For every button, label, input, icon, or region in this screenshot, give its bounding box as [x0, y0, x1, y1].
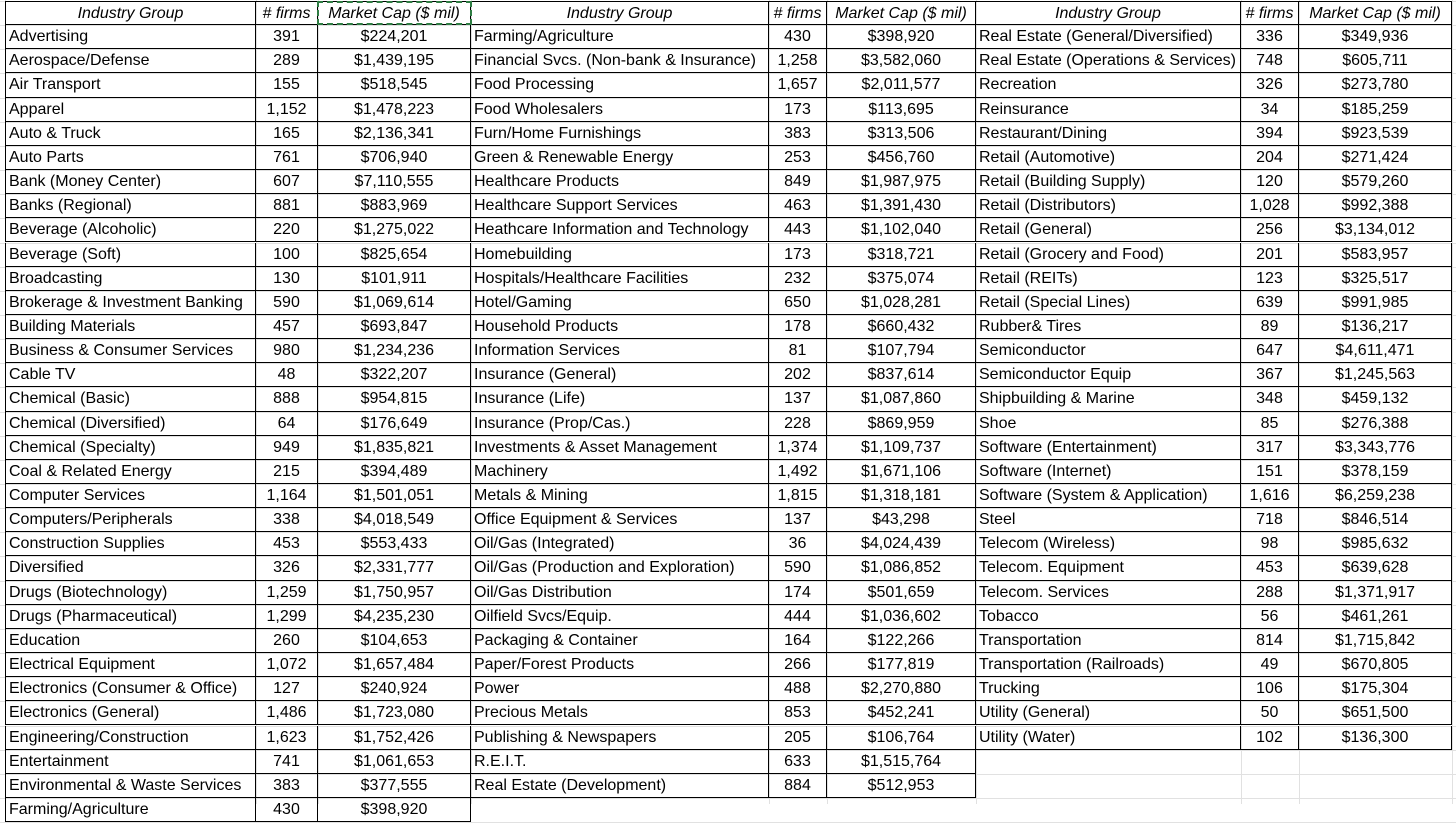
firm-count-cell[interactable]: 137 [769, 387, 827, 411]
market-cap-cell[interactable]: $185,259 [1299, 98, 1452, 122]
firm-count-cell[interactable]: 453 [256, 532, 318, 556]
firm-count-cell[interactable]: 338 [256, 508, 318, 532]
firm-count-cell[interactable]: 326 [1241, 73, 1299, 97]
industry-name-cell[interactable]: Chemical (Basic) [5, 387, 256, 411]
firm-count-cell[interactable]: 590 [769, 556, 827, 580]
firm-count-cell[interactable]: 165 [256, 122, 318, 146]
industry-name-cell[interactable]: Information Services [471, 339, 769, 363]
firm-count-cell[interactable]: 317 [1241, 436, 1299, 460]
market-cap-cell[interactable]: $2,136,341 [318, 122, 471, 146]
industry-name-cell[interactable]: Diversified [5, 556, 256, 580]
industry-name-cell[interactable]: Healthcare Support Services [471, 194, 769, 218]
market-cap-cell[interactable]: $122,266 [827, 629, 976, 653]
industry-name-cell[interactable]: Real Estate (Development) [471, 774, 769, 798]
industry-name-cell[interactable]: Insurance (General) [471, 363, 769, 387]
firm-count-cell[interactable]: 266 [769, 653, 827, 677]
industry-name-cell[interactable]: Shipbuilding & Marine [976, 387, 1241, 411]
industry-name-cell[interactable]: Healthcare Products [471, 170, 769, 194]
market-cap-cell[interactable]: $1,657,484 [318, 653, 471, 677]
market-cap-cell[interactable]: $224,201 [318, 25, 471, 49]
header-industry-group[interactable]: Industry Group [5, 1, 256, 25]
industry-name-cell[interactable]: Telecom (Wireless) [976, 532, 1241, 556]
market-cap-cell[interactable]: $883,969 [318, 194, 471, 218]
market-cap-cell[interactable]: $377,555 [318, 774, 471, 798]
firm-count-cell[interactable]: 1,616 [1241, 484, 1299, 508]
market-cap-cell[interactable]: $101,911 [318, 267, 471, 291]
firm-count-cell[interactable]: 367 [1241, 363, 1299, 387]
firm-count-cell[interactable]: 173 [769, 243, 827, 267]
firm-count-cell[interactable]: 100 [256, 243, 318, 267]
industry-name-cell[interactable]: Environmental & Waste Services [5, 774, 256, 798]
industry-name-cell[interactable]: Semiconductor [976, 339, 1241, 363]
industry-name-cell[interactable]: Precious Metals [471, 701, 769, 725]
firm-count-cell[interactable]: 1,028 [1241, 194, 1299, 218]
firm-count-cell[interactable]: 336 [1241, 25, 1299, 49]
industry-name-cell[interactable]: Retail (REITs) [976, 267, 1241, 291]
firm-count-cell[interactable]: 849 [769, 170, 827, 194]
firm-count-cell[interactable]: 202 [769, 363, 827, 387]
firm-count-cell[interactable]: 49 [1241, 653, 1299, 677]
gridline [1452, 0, 1453, 804]
industry-name-cell[interactable]: Computer Services [5, 484, 256, 508]
firm-count-cell[interactable]: 48 [256, 363, 318, 387]
firm-count-cell[interactable]: 650 [769, 291, 827, 315]
firm-count-cell[interactable]: 260 [256, 629, 318, 653]
industry-name-cell[interactable]: Computers/Peripherals [5, 508, 256, 532]
market-cap-cell[interactable]: $175,304 [1299, 677, 1452, 701]
market-cap-cell[interactable]: $176,649 [318, 412, 471, 436]
firm-count-cell[interactable]: 1,486 [256, 701, 318, 725]
firm-count-cell[interactable]: 174 [769, 581, 827, 605]
firm-count-cell[interactable]: 1,299 [256, 605, 318, 629]
firm-count-cell[interactable]: 164 [769, 629, 827, 653]
firm-count-cell[interactable]: 383 [769, 122, 827, 146]
market-cap-cell[interactable]: $825,654 [318, 243, 471, 267]
firm-count-cell[interactable]: 130 [256, 267, 318, 291]
market-cap-cell[interactable]: $4,024,439 [827, 532, 976, 556]
industry-name-cell[interactable]: Retail (Distributors) [976, 194, 1241, 218]
firm-count-cell[interactable]: 98 [1241, 532, 1299, 556]
industry-name-cell[interactable]: Bank (Money Center) [5, 170, 256, 194]
market-cap-cell[interactable]: $43,298 [827, 508, 976, 532]
firm-count-cell[interactable]: 102 [1241, 726, 1299, 750]
industry-name-cell[interactable]: Electrical Equipment [5, 653, 256, 677]
market-cap-cell[interactable]: $1,318,181 [827, 484, 976, 508]
firm-count-cell[interactable]: 1,492 [769, 460, 827, 484]
market-cap-cell[interactable]: $1,835,821 [318, 436, 471, 460]
firm-count-cell[interactable]: 633 [769, 750, 827, 774]
firm-count-cell[interactable]: 232 [769, 267, 827, 291]
market-cap-cell[interactable]: $349,936 [1299, 25, 1452, 49]
industry-name-cell[interactable]: Transportation (Railroads) [976, 653, 1241, 677]
firm-count-cell[interactable]: 453 [1241, 556, 1299, 580]
firm-count-cell[interactable]: 444 [769, 605, 827, 629]
market-cap-cell[interactable]: $954,815 [318, 387, 471, 411]
firm-count-cell[interactable]: 123 [1241, 267, 1299, 291]
market-cap-cell[interactable]: $1,061,653 [318, 750, 471, 774]
firm-count-cell[interactable]: 34 [1241, 98, 1299, 122]
industry-name-cell[interactable]: Software (System & Application) [976, 484, 1241, 508]
market-cap-cell[interactable]: $2,011,577 [827, 73, 976, 97]
industry-name-cell[interactable]: Retail (Building Supply) [976, 170, 1241, 194]
firm-count-cell[interactable]: 607 [256, 170, 318, 194]
firm-count-cell[interactable]: 383 [256, 774, 318, 798]
industry-name-cell[interactable]: Retail (General) [976, 218, 1241, 242]
industry-name-cell[interactable]: Real Estate (Operations & Services) [976, 49, 1241, 73]
market-cap-cell[interactable]: $1,671,106 [827, 460, 976, 484]
market-cap-cell[interactable]: $670,805 [1299, 653, 1452, 677]
market-cap-cell[interactable]: $4,235,230 [318, 605, 471, 629]
industry-name-cell[interactable]: Semiconductor Equip [976, 363, 1241, 387]
header-firms[interactable]: # firms [1241, 1, 1299, 25]
industry-name-cell[interactable]: Utility (General) [976, 701, 1241, 725]
firm-count-cell[interactable]: 430 [769, 25, 827, 49]
firm-count-cell[interactable]: 718 [1241, 508, 1299, 532]
firm-count-cell[interactable]: 980 [256, 339, 318, 363]
industry-name-cell[interactable]: Electronics (General) [5, 701, 256, 725]
industry-name-cell[interactable]: Food Processing [471, 73, 769, 97]
industry-name-cell[interactable]: Auto & Truck [5, 122, 256, 146]
firm-count-cell[interactable]: 173 [769, 98, 827, 122]
industry-name-cell[interactable]: Telecom. Equipment [976, 556, 1241, 580]
industry-name-cell[interactable]: Apparel [5, 98, 256, 122]
firm-count-cell[interactable]: 463 [769, 194, 827, 218]
market-cap-cell[interactable]: $991,985 [1299, 291, 1452, 315]
firm-count-cell[interactable]: 155 [256, 73, 318, 97]
header-industry-group[interactable]: Industry Group [976, 1, 1241, 25]
industry-name-cell[interactable]: Recreation [976, 73, 1241, 97]
industry-name-cell[interactable]: Green & Renewable Energy [471, 146, 769, 170]
market-cap-cell[interactable]: $1,750,957 [318, 581, 471, 605]
firm-count-cell[interactable]: 288 [1241, 581, 1299, 605]
market-cap-cell[interactable]: $3,134,012 [1299, 218, 1452, 242]
market-cap-cell[interactable]: $7,110,555 [318, 170, 471, 194]
market-cap-cell[interactable]: $1,069,614 [318, 291, 471, 315]
market-cap-cell[interactable]: $271,424 [1299, 146, 1452, 170]
industry-name-cell[interactable]: Retail (Automotive) [976, 146, 1241, 170]
header-firms[interactable]: # firms [256, 1, 318, 25]
market-cap-cell[interactable]: $325,517 [1299, 267, 1452, 291]
firm-count-cell[interactable]: 1,259 [256, 581, 318, 605]
industry-name-cell[interactable]: Transportation [976, 629, 1241, 653]
firm-count-cell[interactable]: 1,164 [256, 484, 318, 508]
firm-count-cell[interactable]: 1,815 [769, 484, 827, 508]
market-cap-cell[interactable]: $1,371,917 [1299, 581, 1452, 605]
header-industry-group[interactable]: Industry Group [471, 1, 769, 25]
market-cap-cell[interactable]: $276,388 [1299, 412, 1452, 436]
firm-count-cell[interactable]: 741 [256, 750, 318, 774]
industry-name-cell[interactable]: Retail (Grocery and Food) [976, 243, 1241, 267]
market-cap-cell[interactable]: $1,109,737 [827, 436, 976, 460]
market-cap-cell[interactable]: $4,611,471 [1299, 339, 1452, 363]
market-cap-cell[interactable]: $985,632 [1299, 532, 1452, 556]
industry-name-cell[interactable]: Trucking [976, 677, 1241, 701]
industry-name-cell[interactable]: Chemical (Diversified) [5, 412, 256, 436]
industry-name-cell[interactable]: Air Transport [5, 73, 256, 97]
firm-count-cell[interactable]: 853 [769, 701, 827, 725]
industry-name-cell[interactable]: Business & Consumer Services [5, 339, 256, 363]
firm-count-cell[interactable]: 888 [256, 387, 318, 411]
firm-count-cell[interactable]: 1,258 [769, 49, 827, 73]
market-cap-cell[interactable]: $553,433 [318, 532, 471, 556]
firm-count-cell[interactable]: 881 [256, 194, 318, 218]
market-cap-cell[interactable]: $104,653 [318, 629, 471, 653]
market-cap-cell[interactable]: $1,102,040 [827, 218, 976, 242]
industry-name-cell[interactable]: Metals & Mining [471, 484, 769, 508]
market-cap-cell[interactable]: $1,036,602 [827, 605, 976, 629]
industry-name-cell[interactable]: Paper/Forest Products [471, 653, 769, 677]
industry-name-cell[interactable]: Financial Svcs. (Non-bank & Insurance) [471, 49, 769, 73]
market-cap-cell[interactable]: $177,819 [827, 653, 976, 677]
market-cap-cell[interactable]: $136,217 [1299, 315, 1452, 339]
firm-count-cell[interactable]: 89 [1241, 315, 1299, 339]
industry-name-cell[interactable]: Utility (Water) [976, 726, 1241, 750]
firm-count-cell[interactable]: 220 [256, 218, 318, 242]
firm-count-cell[interactable]: 64 [256, 412, 318, 436]
firm-count-cell[interactable]: 1,623 [256, 726, 318, 750]
market-cap-cell[interactable]: $706,940 [318, 146, 471, 170]
firm-count-cell[interactable]: 85 [1241, 412, 1299, 436]
industry-name-cell[interactable]: Insurance (Life) [471, 387, 769, 411]
industry-name-cell[interactable]: Building Materials [5, 315, 256, 339]
industry-name-cell[interactable]: Auto Parts [5, 146, 256, 170]
header-market-cap[interactable]: Market Cap ($ mil) [1299, 1, 1452, 25]
industry-name-cell[interactable]: Beverage (Soft) [5, 243, 256, 267]
industry-name-cell[interactable]: Electronics (Consumer & Office) [5, 677, 256, 701]
market-cap-cell[interactable]: $837,614 [827, 363, 976, 387]
firm-count-cell[interactable]: 1,152 [256, 98, 318, 122]
firm-count-cell[interactable]: 430 [256, 798, 318, 822]
header-market-cap[interactable]: Market Cap ($ mil) [318, 1, 471, 25]
industry-name-cell[interactable]: Furn/Home Furnishings [471, 122, 769, 146]
firm-count-cell[interactable]: 748 [1241, 49, 1299, 73]
industry-name-cell[interactable]: Reinsurance [976, 98, 1241, 122]
market-cap-cell[interactable]: $1,087,860 [827, 387, 976, 411]
industry-name-cell[interactable]: Restaurant/Dining [976, 122, 1241, 146]
market-cap-cell[interactable]: $1,715,842 [1299, 629, 1452, 653]
industry-name-cell[interactable]: Oil/Gas Distribution [471, 581, 769, 605]
firm-count-cell[interactable]: 205 [769, 726, 827, 750]
industry-name-cell[interactable]: Hospitals/Healthcare Facilities [471, 267, 769, 291]
market-cap-cell[interactable]: $113,695 [827, 98, 976, 122]
market-cap-cell[interactable]: $456,760 [827, 146, 976, 170]
firm-count-cell[interactable]: 326 [256, 556, 318, 580]
firm-count-cell[interactable]: 253 [769, 146, 827, 170]
industry-name-cell[interactable]: Real Estate (General/Diversified) [976, 25, 1241, 49]
market-cap-cell[interactable]: $398,920 [827, 25, 976, 49]
market-cap-cell[interactable]: $313,506 [827, 122, 976, 146]
industry-name-cell[interactable]: Food Wholesalers [471, 98, 769, 122]
market-cap-cell[interactable]: $1,439,195 [318, 49, 471, 73]
firm-count-cell[interactable]: 178 [769, 315, 827, 339]
industry-name-cell[interactable]: Telecom. Services [976, 581, 1241, 605]
industry-name-cell[interactable]: Education [5, 629, 256, 653]
market-cap-cell[interactable]: $651,500 [1299, 701, 1452, 725]
industry-name-cell[interactable]: Advertising [5, 25, 256, 49]
industry-name-cell[interactable]: Entertainment [5, 750, 256, 774]
firm-count-cell[interactable]: 1,657 [769, 73, 827, 97]
market-cap-cell[interactable]: $394,489 [318, 460, 471, 484]
firm-count-cell[interactable]: 256 [1241, 218, 1299, 242]
firm-count-cell[interactable]: 457 [256, 315, 318, 339]
industry-name-cell[interactable]: Packaging & Container [471, 629, 769, 653]
market-cap-cell[interactable]: $240,924 [318, 677, 471, 701]
firm-count-cell[interactable]: 215 [256, 460, 318, 484]
industry-name-cell[interactable]: Beverage (Alcoholic) [5, 218, 256, 242]
industry-name-cell[interactable]: Steel [976, 508, 1241, 532]
firm-count-cell[interactable]: 814 [1241, 629, 1299, 653]
firm-count-cell[interactable]: 590 [256, 291, 318, 315]
firm-count-cell[interactable]: 56 [1241, 605, 1299, 629]
market-cap-cell[interactable]: $398,920 [318, 798, 471, 822]
firm-count-cell[interactable]: 761 [256, 146, 318, 170]
industry-name-cell[interactable]: Insurance (Prop/Cas.) [471, 412, 769, 436]
market-cap-cell[interactable]: $1,723,080 [318, 701, 471, 725]
market-cap-cell[interactable]: $660,432 [827, 315, 976, 339]
market-cap-cell[interactable]: $4,018,549 [318, 508, 471, 532]
firm-count-cell[interactable]: 884 [769, 774, 827, 798]
firm-count-cell[interactable]: 204 [1241, 146, 1299, 170]
industry-name-cell[interactable]: Drugs (Pharmaceutical) [5, 605, 256, 629]
industry-name-cell[interactable]: Drugs (Biotechnology) [5, 581, 256, 605]
firm-count-cell[interactable]: 1,374 [769, 436, 827, 460]
industry-name-cell[interactable]: Tobacco [976, 605, 1241, 629]
industry-name-cell[interactable]: Oil/Gas (Integrated) [471, 532, 769, 556]
market-cap-cell[interactable]: $3,343,776 [1299, 436, 1452, 460]
market-cap-cell[interactable]: $1,501,051 [318, 484, 471, 508]
market-cap-cell[interactable]: $501,659 [827, 581, 976, 605]
industry-name-cell[interactable]: Hotel/Gaming [471, 291, 769, 315]
market-cap-cell[interactable]: $992,388 [1299, 194, 1452, 218]
firm-count-cell[interactable]: 228 [769, 412, 827, 436]
firm-count-cell[interactable]: 391 [256, 25, 318, 49]
market-cap-cell[interactable]: $1,391,430 [827, 194, 976, 218]
firm-count-cell[interactable]: 137 [769, 508, 827, 532]
firm-count-cell[interactable]: 81 [769, 339, 827, 363]
industry-name-cell[interactable]: Coal & Related Energy [5, 460, 256, 484]
industry-name-cell[interactable]: Power [471, 677, 769, 701]
industry-name-cell[interactable]: Software (Entertainment) [976, 436, 1241, 460]
firm-count-cell[interactable]: 120 [1241, 170, 1299, 194]
market-cap-cell[interactable]: $1,752,426 [318, 726, 471, 750]
market-cap-cell[interactable]: $1,987,975 [827, 170, 976, 194]
market-cap-cell[interactable]: $461,261 [1299, 605, 1452, 629]
firm-count-cell[interactable]: 36 [769, 532, 827, 556]
industry-name-cell[interactable]: Engineering/Construction [5, 726, 256, 750]
market-cap-cell[interactable]: $923,539 [1299, 122, 1452, 146]
industry-name-cell[interactable]: Retail (Special Lines) [976, 291, 1241, 315]
market-cap-cell[interactable]: $107,794 [827, 339, 976, 363]
market-cap-cell[interactable]: $1,245,563 [1299, 363, 1452, 387]
market-cap-cell[interactable]: $273,780 [1299, 73, 1452, 97]
market-cap-cell[interactable]: $378,159 [1299, 460, 1452, 484]
firm-count-cell[interactable]: 949 [256, 436, 318, 460]
market-cap-cell[interactable]: $452,241 [827, 701, 976, 725]
industry-name-cell[interactable]: Broadcasting [5, 267, 256, 291]
market-cap-cell[interactable]: $1,234,236 [318, 339, 471, 363]
market-cap-cell[interactable]: $1,478,223 [318, 98, 471, 122]
industry-name-cell[interactable]: Construction Supplies [5, 532, 256, 556]
firm-count-cell[interactable]: 201 [1241, 243, 1299, 267]
firm-count-cell[interactable]: 488 [769, 677, 827, 701]
header-firms[interactable]: # firms [769, 1, 827, 25]
industry-name-cell[interactable]: Machinery [471, 460, 769, 484]
market-cap-cell[interactable]: $579,260 [1299, 170, 1452, 194]
industry-name-cell[interactable]: R.E.I.T. [471, 750, 769, 774]
market-cap-cell[interactable]: $136,300 [1299, 726, 1452, 750]
firm-count-cell[interactable]: 647 [1241, 339, 1299, 363]
industry-name-cell[interactable]: Cable TV [5, 363, 256, 387]
industry-name-cell[interactable]: Farming/Agriculture [5, 798, 256, 822]
firm-count-cell[interactable]: 106 [1241, 677, 1299, 701]
industry-name-cell[interactable]: Publishing & Newspapers [471, 726, 769, 750]
market-cap-cell[interactable]: $1,515,764 [827, 750, 976, 774]
industry-name-cell[interactable]: Heathcare Information and Technology [471, 218, 769, 242]
industry-name-cell[interactable]: Software (Internet) [976, 460, 1241, 484]
market-cap-cell[interactable]: $6,259,238 [1299, 484, 1452, 508]
market-cap-cell[interactable]: $605,711 [1299, 49, 1452, 73]
firm-count-cell[interactable]: 394 [1241, 122, 1299, 146]
industry-name-cell[interactable]: Brokerage & Investment Banking [5, 291, 256, 315]
market-cap-cell[interactable]: $869,959 [827, 412, 976, 436]
market-cap-cell[interactable]: $318,721 [827, 243, 976, 267]
market-cap-cell[interactable]: $518,545 [318, 73, 471, 97]
industry-name-cell[interactable]: Office Equipment & Services [471, 508, 769, 532]
market-cap-cell[interactable]: $846,514 [1299, 508, 1452, 532]
firm-count-cell[interactable]: 151 [1241, 460, 1299, 484]
industry-name-cell[interactable]: Investments & Asset Management [471, 436, 769, 460]
market-cap-cell[interactable]: $375,074 [827, 267, 976, 291]
industry-name-cell[interactable]: Banks (Regional) [5, 194, 256, 218]
industry-name-cell[interactable]: Farming/Agriculture [471, 25, 769, 49]
industry-name-cell[interactable]: Oil/Gas (Production and Exploration) [471, 556, 769, 580]
market-cap-cell[interactable]: $322,207 [318, 363, 471, 387]
market-cap-cell[interactable]: $106,764 [827, 726, 976, 750]
industry-name-cell[interactable]: Chemical (Specialty) [5, 436, 256, 460]
firm-count-cell[interactable]: 127 [256, 677, 318, 701]
market-cap-cell[interactable]: $1,028,281 [827, 291, 976, 315]
market-cap-cell[interactable]: $2,270,880 [827, 677, 976, 701]
market-cap-cell[interactable]: $459,132 [1299, 387, 1452, 411]
market-cap-cell[interactable]: $583,957 [1299, 243, 1452, 267]
firm-count-cell[interactable]: 443 [769, 218, 827, 242]
industry-name-cell[interactable]: Aerospace/Defense [5, 49, 256, 73]
market-cap-cell[interactable]: $1,275,022 [318, 218, 471, 242]
market-cap-cell[interactable]: $693,847 [318, 315, 471, 339]
market-cap-cell[interactable]: $639,628 [1299, 556, 1452, 580]
industry-name-cell[interactable]: Shoe [976, 412, 1241, 436]
market-cap-cell[interactable]: $1,086,852 [827, 556, 976, 580]
firm-count-cell[interactable]: 289 [256, 49, 318, 73]
market-cap-cell[interactable]: $2,331,777 [318, 556, 471, 580]
industry-name-cell[interactable]: Oilfield Svcs/Equip. [471, 605, 769, 629]
firm-count-cell[interactable]: 1,072 [256, 653, 318, 677]
market-cap-cell[interactable]: $512,953 [827, 774, 976, 798]
firm-count-cell[interactable]: 348 [1241, 387, 1299, 411]
header-market-cap[interactable]: Market Cap ($ mil) [827, 1, 976, 25]
market-cap-cell[interactable]: $3,582,060 [827, 49, 976, 73]
industry-name-cell[interactable]: Homebuilding [471, 243, 769, 267]
industry-name-cell[interactable]: Household Products [471, 315, 769, 339]
firm-count-cell[interactable]: 639 [1241, 291, 1299, 315]
industry-name-cell[interactable]: Rubber& Tires [976, 315, 1241, 339]
firm-count-cell[interactable]: 50 [1241, 701, 1299, 725]
